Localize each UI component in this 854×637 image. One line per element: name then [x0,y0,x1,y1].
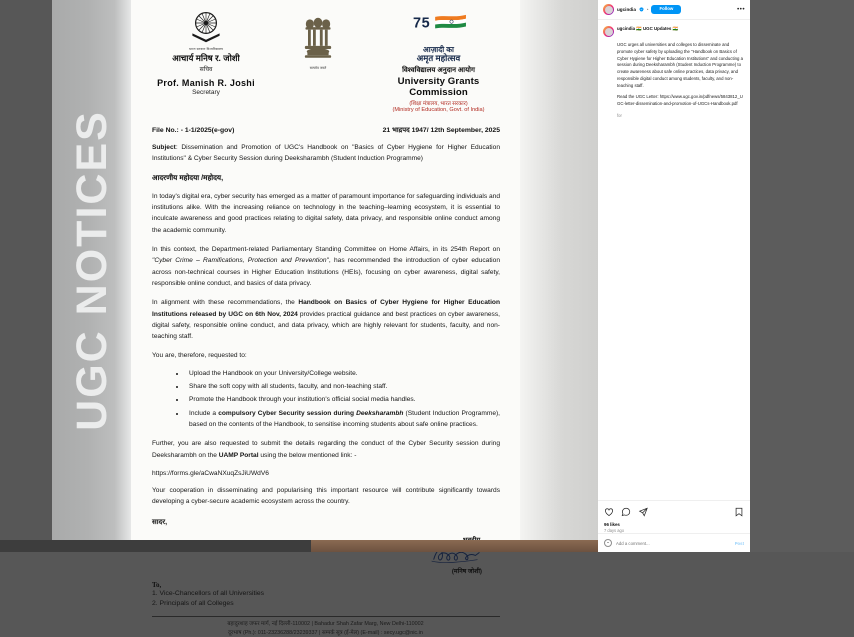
letter-body [131,113,520,609]
caption-read-link[interactable]: https://www.ugc.gov.in/pdfnews/5843812_UGC-letter-dissemination-and-promotion-of-UGCs-Handbook.pdf [617,94,743,107]
post-side-column [598,0,854,552]
letter-paragraph-5: Your cooperation in disseminating and popularising this important resource will contribute significantly towards developing a cyber-secure academic ecosystem across the country. [152,487,500,506]
letter-greeting: आदरणीय महोदया /महोदय, [152,172,224,182]
ministry-english: (Ministry of Education, Govt. of India) [392,106,485,113]
bullet4-pre: Include a [189,409,219,417]
para4-part-c: using the below mentioned link: - [258,451,357,459]
caption-read-line [617,94,745,108]
para3-part-a: In alignment with these recommendations, the [152,299,299,307]
recipient-item: 2. Principals of all Colleges [152,599,234,607]
comment-icon[interactable] [621,507,631,517]
follow-button[interactable]: Follow [651,5,681,14]
secretary-designation-hindi: सचिव [199,66,213,73]
next-slide-strip [0,540,598,552]
action-icon-row [604,507,744,517]
ministry-hindi: (शिक्षा मंत्रालय, भारत सरकार) [409,100,468,107]
caption-title-row [617,26,678,32]
para4-portal-name: UAMP Portal [218,451,259,459]
recipients-block [152,581,500,609]
watermark-text: UGC NOTICES [67,109,116,431]
post-username[interactable]: ugcindia [617,7,636,12]
letterhead [131,0,520,113]
letterhead-secretary-block [147,6,265,96]
bullet4-bold: compulsory Cyber Security session during [218,409,357,417]
letter-form-link[interactable]: https://forms.gle/aCwaNXuqZsJiUWdV6 [152,470,269,478]
fileno-date-row [152,125,500,134]
file-number: File No.: - 1-1/2025(e-gov) [152,126,235,134]
heart-icon[interactable] [604,507,614,517]
letter-closing-hindi: सादर, [152,518,168,526]
letterhead-ugc-block [371,6,506,113]
caption-flag-icon-2: 🇮🇳 [672,26,679,31]
letter-date: 21 भाद्रपद 1947/ 12th September, 2025 [382,126,500,134]
post-header [598,0,750,20]
azadi-line-2: अमृत महोत्सव [416,52,461,63]
caption-title: UGC Updates [643,26,672,31]
para4-part-a: Further, you are also requested to submit the details regarding the conduct of the Cyber Security session during Deeksharambh on the [152,440,500,459]
bullet-item [186,408,500,431]
post-actions [598,500,750,534]
azadi-amrit-mahotsav-icon [371,6,506,46]
avatar[interactable] [603,4,614,15]
footer-address: बहादुरशाह जफर मार्ग, नई दिल्ली-110002 | Bahadur Shah Zafar Marg, New Delhi-110002 [227,621,424,628]
letter-footer [131,617,520,637]
post-card [598,0,750,552]
letter-subject [152,143,500,165]
footer-contact: दूरभाष (Ph.): 011-23236288/23239337 | सम्पर्क सूत्र (ई-मेल) (E-mail) : secy.ugc@nic.in [228,629,423,636]
bullet4-italic: Deeksharambh [356,409,404,417]
ugc-name-english: University Grants Commission [397,75,480,98]
next-slide-peek [311,540,598,552]
state-emblem-icon [272,8,364,64]
svg-text:5: 5 [421,15,430,32]
bullet-item: • Upload the Handbook on your University/College website. [186,368,500,379]
letter-paragraph-4 [152,438,500,461]
azadi-line-1: आज़ादी का [423,45,454,54]
subject-text: : Dissemination and Promotion of UGC's Handbook on "Basics of Cyber Hygiene for Higher Education Institutions" & Cyber Security Session during Deeksharambh (Student Induction Programme) [152,143,500,162]
ugc-letter-page [131,0,520,636]
caption-body: UGC urges all universities and colleges to disseminate and promote cyber safety by uploading the "Handbook on Basics of Cyber Hygiene for Higher Education Institutions" and conducting a session during Deeksharambh (Student Induction Programme) to create awareness about safe online practices, data privacy, and responsible digital conduct among students, faculty, and non-teaching staff. [617,42,743,88]
bullet4-post: (Student Induction Programme), based on the contents of the Handbook, to sensitise incoming students about safe online practices. [189,409,501,429]
bullet-item: • Share the soft copy with all students, faculty, and non-teaching staff. [186,381,500,392]
post-comment-button[interactable]: Post [734,540,744,546]
verified-badge-icon [639,7,644,12]
to-label: To, [152,580,162,589]
para2-part-a: In this context, the Department-related Parliamentary Standing Committee on Home Affairs, in its 254th Report on [152,245,500,253]
comment-bar [598,533,750,552]
watermark-band [52,0,132,540]
header-separator: • [646,7,649,12]
azadi-text [371,46,506,63]
emblem-caption: सत्यमेव जयते [309,66,327,70]
letter-request-lead: You are, therefore, requested to: [152,352,247,360]
likes-count[interactable]: 96 likes [604,521,620,527]
caption-header [603,26,745,37]
para2-report-title: "Cyber Crime – Ramifications, Protection and Prevention" [152,257,329,265]
recipient-item: 1. Vice-Chancellors of all Universities [152,589,265,597]
secretary-name-english: Prof. Manish R. Joshi [157,77,255,88]
signatory-name: (मनिष जोशी) [451,567,482,575]
para3-part-c: provides practical guidance and best practices on cyber awareness, digital safety, responsible online conduct, and data privacy, which are highly relevant for students, faculty, and non-teaching staff. [152,310,500,341]
letter-paragraph-3 [152,297,500,342]
share-icon[interactable] [638,507,648,517]
subject-label: Subject [152,143,176,151]
caption-text [617,42,745,108]
secretary-name-hindi: आचार्य मनिष र. जोशी [172,52,240,63]
page-right-shadow [520,0,598,540]
post-caption-area [598,20,750,500]
svg-text:7: 7 [412,15,421,32]
para2-part-b: , has recommended the introduction of cyber education across non-technical courses in Higher Education Institutions (HEIs), focusing on cyber awareness, digital safety, responsible online conduct, and basics of data privacy. [152,257,500,287]
letterhead-emblem-block [272,6,364,70]
letterhead-tiny-hindi: भारत सरकार विश्वविद्यालय [188,47,224,51]
comment-input[interactable] [616,541,731,546]
ashoka-chakra-icon [147,6,265,48]
ugc-name-hindi: विश्वविद्यालय अनुदान आयोग [402,66,475,74]
para3-handbook-title: Handbook on Basics of Cyber Hygiene for Higher Education Institutions released by UGC on 6th Nov, 2024 [152,299,500,318]
caption-username[interactable]: ugcindia [617,26,636,31]
letter-paragraph-1: In today's digital era, cyber security has emerged as a matter of paramount importance for safeguarding individuals and institutions alike. With the increasing reliance on technology in the teaching–learning ecosystem, it is essential to inculcate awareness and good practices relating to digital safety, data privacy, and responsible online conduct among the academic community. [152,192,500,234]
emoji-picker-icon[interactable] [604,539,612,547]
letter-paragraph-2 [152,244,500,289]
letter-bullet-list [186,368,500,431]
post-timestamp: 7 days ago [604,528,625,533]
bookmark-icon[interactable] [734,507,744,517]
more-options-icon[interactable]: ••• [736,6,745,13]
caption-more-toggle[interactable]: for [617,113,622,119]
caption-read-lead: Read the UGC Letter: [617,94,659,100]
caption-flag-icon: 🇮🇳 [636,26,642,31]
secretary-designation-english: Secretary [192,88,220,96]
bullet-item: • Promote the Handbook through your institution's official social media handles. [186,394,500,405]
caption-avatar[interactable] [603,26,614,37]
